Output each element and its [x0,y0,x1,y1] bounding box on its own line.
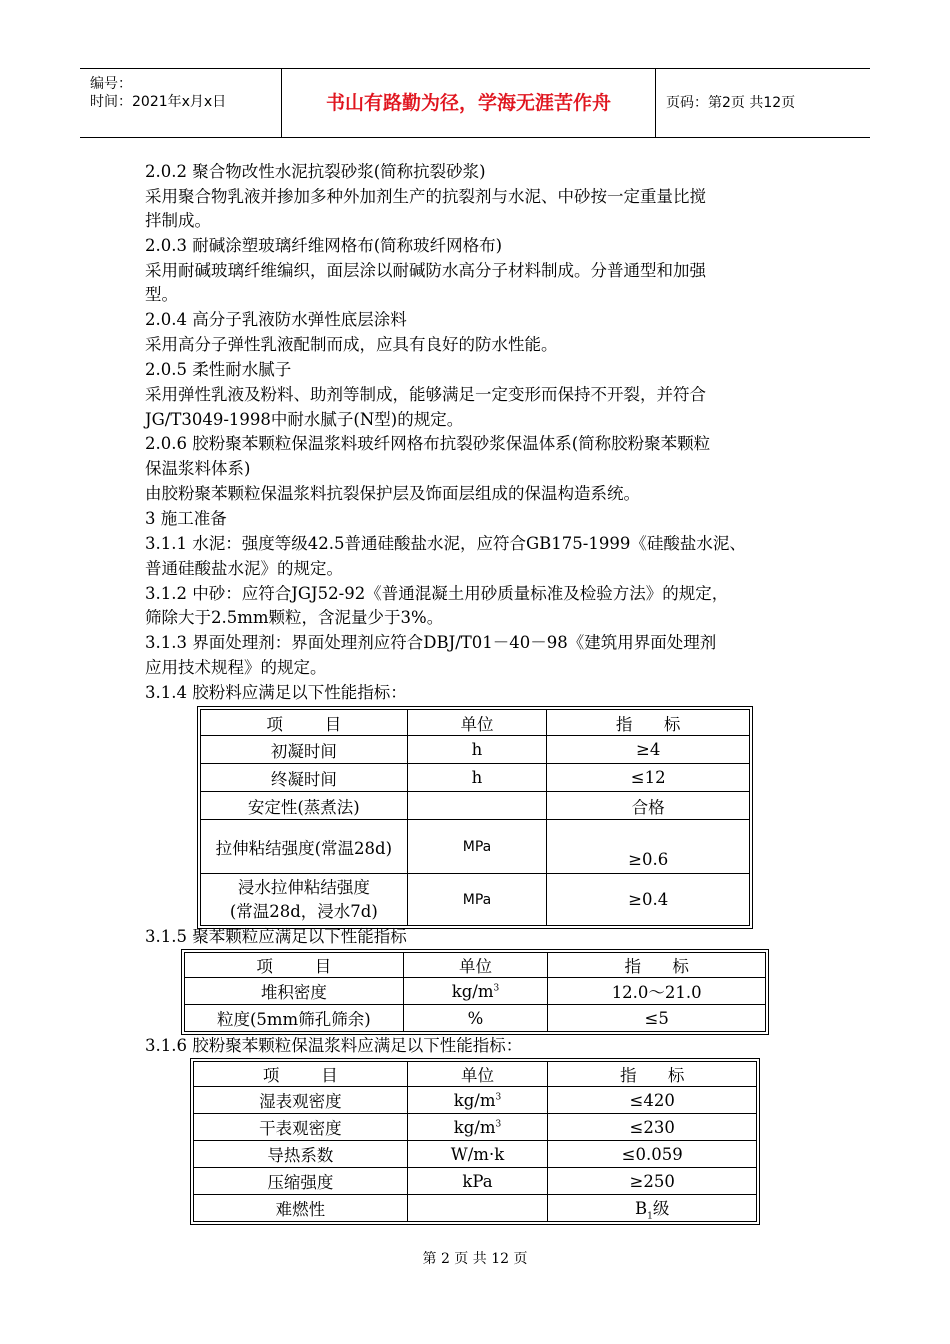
unit-text: kg/m [453,1117,496,1137]
header-cell: 指 标 [547,710,750,736]
header-cell: 指 标 [548,953,766,978]
table-cell [548,1195,757,1222]
header-cell: 项 目 [194,1062,408,1087]
table-cell: h [407,764,547,792]
header-cell: 单位 [403,953,548,978]
table-row [194,1087,757,1114]
table-cell: 导热系数 [194,1141,408,1168]
unit-superscript: 3 [495,1119,502,1129]
table-cell: ≤420 [548,1087,757,1114]
paragraph-line: 采用弹性乳液及粉料、助剂等制成，能够满足一定变形而保持不开裂，并符合 [145,385,706,404]
table-cell [407,1087,548,1114]
paragraph-line: 由胶粉聚苯颗粒保温浆料抗裂保护层及饰面层组成的保温构造系统。 [145,484,640,503]
table-insulation-mortar [193,1061,757,1222]
serial-label: 编号： [90,76,132,92]
table-row [201,792,750,820]
section-heading: 2.0.4 高分子乳液防水弹性底层涂料 [145,310,407,329]
time-label: 时间：2021年x月x日 [90,94,227,110]
cell-line: 浸水拉伸粘结强度 [237,877,370,897]
paragraph-line: 型。 [145,285,178,304]
table-cell: ≤230 [548,1114,757,1141]
header-page-info: 页码：第2页 共12页 [666,95,796,111]
table-cell [201,874,408,926]
table-header-row [185,953,766,978]
table-cell: 终凝时间 [201,764,408,792]
table-cell: 粒度(5mm筛孔筛余) [185,1005,404,1032]
table-cell: % [403,1005,548,1032]
table-row [185,1005,766,1032]
paragraph-line: JG/T3049-1998中耐水腻子(N型)的规定。 [145,410,464,429]
table-cell [407,792,547,820]
page-header [80,68,870,138]
section-heading: 保温浆料体系) [145,459,251,478]
section-heading: 3.1.6 胶粉聚苯颗粒保温浆料应满足以下性能指标： [145,1036,523,1055]
table-cell [403,978,548,1005]
table-row [201,820,750,874]
header-cell: 指 标 [548,1062,757,1087]
table-cell: MPa [407,874,547,926]
table-cell: h [407,736,547,764]
paragraph-line: 普通硅酸盐水泥》的规定。 [145,559,343,578]
table-cell [547,820,750,874]
cell-line: (常温28d，浸水7d) [229,901,378,921]
table-cell: 拉伸粘结强度(常温28d) [201,820,408,874]
unit-text: kg/m [453,1090,496,1110]
header-cell: 项 目 [201,710,408,736]
paragraph-line: 拌制成。 [145,211,211,230]
table-row [194,1114,757,1141]
table-row [194,1141,757,1168]
paragraph-line: 3.1.1 水泥：强度等级42.5普通硅酸盐水泥，应符合GB175-1999《硅酸盐水泥、 [145,534,746,553]
table-cell: ≤5 [548,1005,766,1032]
table-cell: 合格 [547,792,750,820]
value-text: ≥0.6 [628,850,669,869]
table-cell: ≥0.4 [547,874,750,926]
header-cell: 项 目 [185,953,404,978]
table-cement-powder [200,709,750,926]
table-cell: 堆积密度 [185,978,404,1005]
table-cell: W/m·k [407,1141,548,1168]
paragraph-line: 筛除大于2.5mm颗粒，含泥量少于3%。 [145,608,444,627]
header-meta [80,69,281,137]
table-cell: MPa [407,820,547,874]
section-heading: 2.0.3 耐碱涂塑玻璃纤维网格布(简称玻纤网格布) [145,236,503,255]
grade-subscript: 1 [647,1211,653,1222]
section-heading: 2.0.6 胶粉聚苯颗粒保温浆料玻纤网格布抗裂砂浆保温体系(简称胶粉聚苯颗粒 [145,434,711,453]
header-motto: 书山有路勤为径，学海无涯苦作舟 [325,92,611,114]
section-heading: 2.0.5 柔性耐水腻子 [145,360,292,379]
paragraph-line: 3.1.4 胶粉料应满足以下性能指标： [145,683,407,702]
header-cell: 单位 [407,1062,548,1087]
table-cell: 湿表观密度 [194,1087,408,1114]
table-row [185,978,766,1005]
table-polystyrene-particles [184,952,766,1032]
table-cell: kPa [407,1168,548,1195]
paragraph-line: 采用聚合物乳液并掺加多种外加剂生产的抗裂剂与水泥、中砂按一定重量比搅 [145,187,706,206]
table-cell: 安定性(蒸煮法) [201,792,408,820]
table-cell: ≥4 [547,736,750,764]
unit-text: kg/m [451,981,494,1001]
grade-text: B [635,1199,648,1218]
table-cell: 初凝时间 [201,736,408,764]
table-cell [407,1195,548,1222]
page-footer: 第 2 页 共 12 页 [422,1251,528,1267]
table-row [194,1195,757,1222]
table-row [201,764,750,792]
table-header-row [201,710,750,736]
table-header-row [194,1062,757,1087]
table-cell: 压缩强度 [194,1168,408,1195]
section-heading: 3.1.5 聚苯颗粒应满足以下性能指标 [145,927,407,946]
paragraph-line: 3.1.3 界面处理剂：界面处理剂应符合DBJ/T01－40－98《建筑用界面处理剂 [145,633,717,652]
paragraph-line: 3.1.2 中砂：应符合JGJ52-92《普通混凝土用砂质量标准及检验方法》的规定， [145,584,729,603]
table-cell [407,1114,548,1141]
table-cell: ≤12 [547,764,750,792]
section-heading: 2.0.2 聚合物改性水泥抗裂砂浆(简称抗裂砂浆) [145,162,486,181]
table-row [201,874,750,926]
paragraph-line: 采用高分子弹性乳液配制而成，应具有良好的防水性能。 [145,335,558,354]
header-cell: 单位 [407,710,547,736]
table-cell: 难燃性 [194,1195,408,1222]
header-divider [655,69,656,137]
table-row [194,1168,757,1195]
unit-superscript: 3 [493,983,500,993]
table-cell: 12.0～21.0 [548,978,766,1005]
paragraph-line: 采用耐碱玻璃纤维编织，面层涂以耐碱防水高分子材料制成。分普通型和加强 [145,261,706,280]
unit-superscript: 3 [495,1092,502,1102]
grade-suffix: 级 [652,1199,670,1218]
table-cell: ≥250 [548,1168,757,1195]
paragraph-line: 应用技术规程》的规定。 [145,658,327,677]
table-cell: ≤0.059 [548,1141,757,1168]
table-row [201,736,750,764]
table-cell: 干表观密度 [194,1114,408,1141]
chapter-heading: 3 施工准备 [145,509,227,528]
